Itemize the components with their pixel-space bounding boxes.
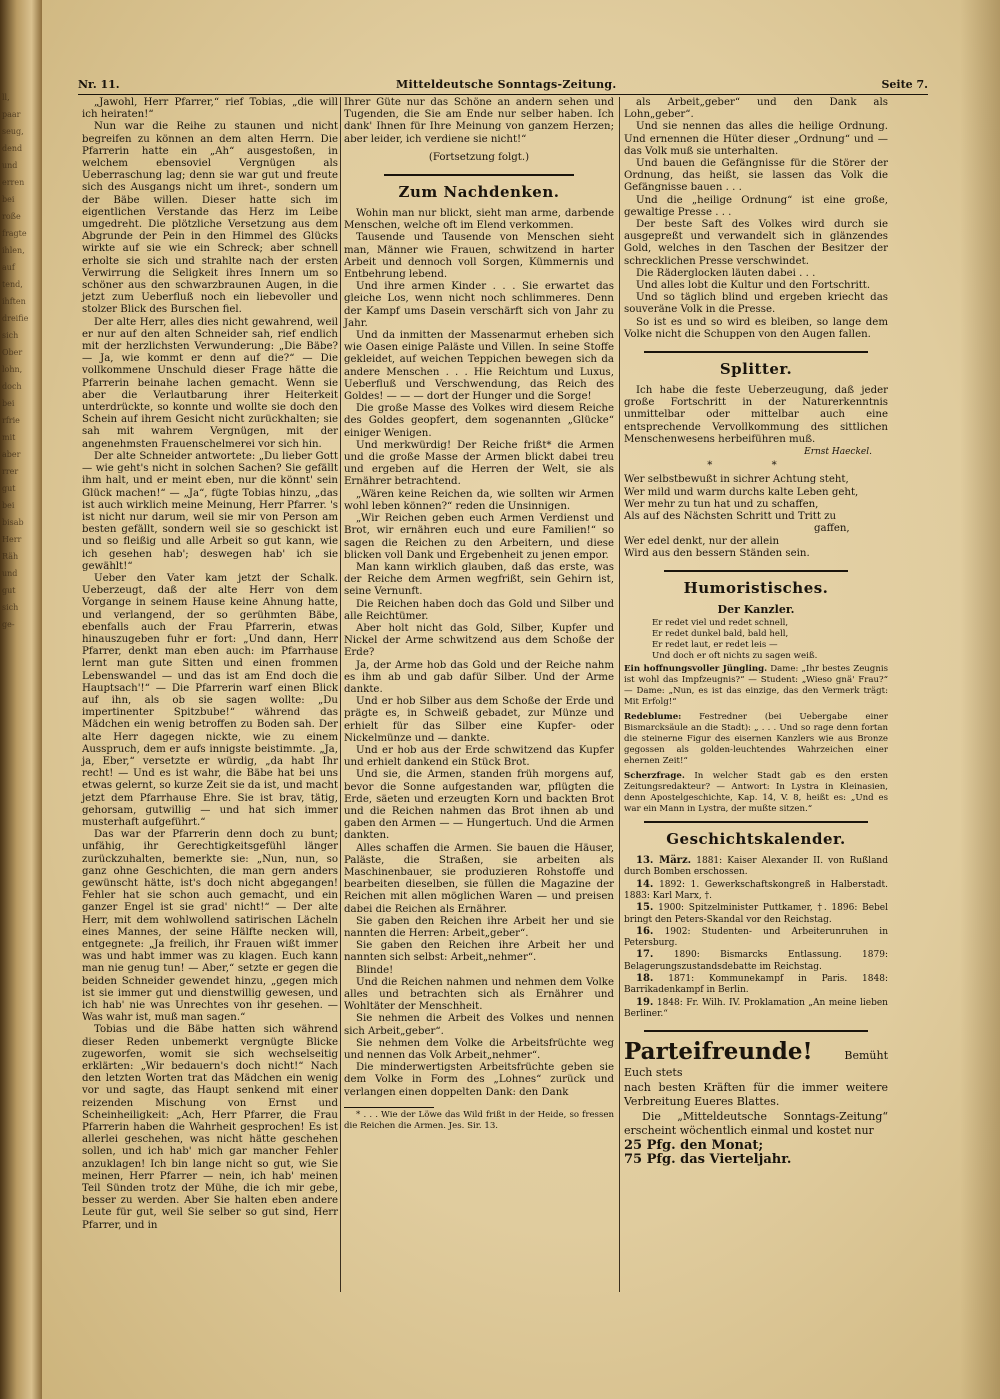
poem-line: Wer selbstbewußt in sichrer Achtung steht, <box>624 474 849 486</box>
paragraph: Und so täglich blind und ergeben kriecht das souveräne Volk in die Presse. <box>624 292 888 316</box>
paragraph: „Wir Reichen geben euch Armen Verdienst und Brot, wir ernähren euch und eure Familien!“ so sagen die Reichen zu den Arbeitern, und diese blicken voll Dank und Ergebenheit zu jenen empor. <box>344 513 614 561</box>
column-divider <box>619 97 620 1292</box>
calendar-text: 1892: 1. Gewerkschaftskongreß in Halberstadt. 1883: Karl Marx, †. <box>624 879 888 901</box>
paragraph: Der alte Schneider antwortete: „Du lieber Gott — wie geht's nicht in solchen Sachen? Sie gefällt ihm halt, und er meint eben, nur die könnt' sein Glück machen!“ — „Ja“, fügte Tobias hinzu, „das ist auch wirklich meine Meinung, Herr Pfarrer. 's ist nicht nur darum, weil sie mir von Person am besten gefällt, sondern weil sie so geschickt ist und so fleißig und alle Arbeit so gut kann, wie ich gesehen hab'; deswegen hab' ich sie gewählt!“ <box>82 450 338 572</box>
juengling-title: Ein hoffnungsvoller Jüngling. <box>624 664 768 675</box>
binding-edge-fragment: gut <box>2 586 16 595</box>
paragraph: Und sie nennen das alles die heilige Ordnung. Und ernennen die Hüter dieser „Ordnung“ und — das Volk muß sie unterhalten. <box>624 121 888 157</box>
paragraph: Sie nehmen dem Volke die Arbeitsfrüchte weg und nennen das Volk Arbeit„nehmer“. <box>344 1037 614 1062</box>
calendar-text: 1900: Spitzelminister Puttkamer, †. 1896: Bebel bringt den Peters-Skandal vor den Reichstag. <box>624 903 888 925</box>
newspaper-page <box>42 0 1000 1399</box>
paragraph: Die Reichen haben doch das Gold und Silber und alle Reichtümer. <box>344 598 614 622</box>
book-binding-edge <box>0 0 42 1399</box>
calendar-heading: Geschichtskalender. <box>666 830 846 849</box>
continued-note: (Fortsetzung folgt.) <box>428 151 530 163</box>
paragraph: Die Räderglocken läuten dabei . . . <box>636 267 816 279</box>
article-body <box>344 208 614 1099</box>
calendar-text: 1902: Studenten- und Arbeiterunruhen in Petersburg. <box>624 926 888 949</box>
poem-line: gaffen, <box>814 523 850 535</box>
binding-edge-fragment: bei <box>2 399 15 408</box>
binding-edge-fragment: mit <box>2 433 16 442</box>
calendar-entry <box>624 949 888 973</box>
paragraph: Und da inmitten der Massenarmut erheben sich wie Oasen einige Paläste und Villen. In seine Stoffe gekleidet, auf weichen Teppichen bewegen sich da andere Menschen . . . Hie Reichtum und Luxus, Ueberfluß und Verschwendung, das Reich des Goldes! — — — dort der Hunger und die Sorge! <box>344 330 614 403</box>
binding-edge-fragment: gut <box>2 484 16 493</box>
paragraph: Das war der Pfarrerin denn doch zu bunt; unfähig, ihr Gerechtigkeitsgefühl länger zurückzuhalten, bemerkte sie: „Nun, nun, so ganz ohne Geschichten, die man gern anders gewünscht hätte, ist's doch nicht abgegangen! Fehler hat sie schon auch gemacht, und ein ganzer Engel ist sie grad' nicht!“ — Der alte Herr, mit dem wohlwollend satirischen Lächeln eines Mannes, der seine Hälfte necken will, entgegnete: „Ja freilich, ihr Frauen wißt immer was und habt immer was zu klagen. Euch kann man nie genug tun! — Aber,“ setzte er gegen die beiden Schneider gewendet hinzu, „gegen mich ist sie immer gut und dienstwillig gewesen, und ich hab' nie was Unrechtes von ihr gesehen. — Was wahr ist, muß man sagen.“ <box>82 829 338 1024</box>
poem <box>624 474 888 559</box>
binding-edge-fragment: seug, <box>2 127 24 136</box>
ad-lead: Bemüht Euch stets <box>624 1049 888 1080</box>
paragraph: Und sie, die Armen, standen früh morgens auf, bevor die Sonne aufgestanden war, pflügten die Erde, säeten und erzeugten Korn und backten Brot und die Reichen nahmen das Brot ihnen ab und gaben den Armen — — Hungertuch. Und die Armen dankten. <box>344 769 614 842</box>
column-story <box>82 97 338 1232</box>
verse-line: Und doch er oft nichts zu sagen weiß. <box>652 651 818 662</box>
binding-edge-fragment: sich <box>2 603 19 612</box>
paragraph: Blinde! <box>356 964 394 976</box>
binding-edge-fragment: fragte <box>2 229 27 238</box>
calendar-entry <box>624 879 888 903</box>
binding-edge-fragment: dend <box>2 144 23 153</box>
poem-line: Als auf des Nächsten Schritt und Tritt zu <box>624 511 837 523</box>
page-number: Seite 7. <box>881 78 928 91</box>
binding-edge-fragment: Herr <box>2 535 22 544</box>
section-rule <box>644 1030 868 1032</box>
calendar-day: 14. <box>636 878 654 890</box>
ad-price-monthly: 25 Pfg. den Monat; <box>624 1137 764 1153</box>
paragraph: „Wären keine Reichen da, wie sollten wir Armen wohl leben können?“ reden die Unsinnigen. <box>344 488 614 512</box>
calendar-text: 1848: Fr. Wilh. IV. Proklamation „An meine lieben Berliner.“ <box>624 997 888 1019</box>
section-rule <box>644 351 868 353</box>
binding-edge-fragment: rrer <box>2 467 19 476</box>
header-rule <box>78 94 928 95</box>
calendar-entry <box>624 926 888 950</box>
splitter-heading: Splitter. <box>719 360 793 379</box>
paragraph: Man kann wirklich glauben, daß das erste, was der Reiche dem Armen wegfrißt, sein Gehirn ist, seine Vernunft. <box>344 561 614 598</box>
calendar-day: 13. März. <box>636 855 692 867</box>
binding-edge-fragment: roße <box>2 212 21 221</box>
article-body-continued <box>624 97 888 341</box>
kanzler-verse <box>624 618 888 662</box>
juengling-item <box>624 664 888 708</box>
ad-text-1: nach besten Kräften für die immer weitere Verbreitung Eueres Blattes. <box>624 1080 888 1109</box>
paragraph: Die minderwertigsten Arbeitsfrüchte geben sie dem Volke in Form des „Lohnes“ zurück und verlangen einen doppelten Dank: den Dank <box>344 1062 614 1098</box>
binding-edge-fragment: dreifie <box>2 314 29 323</box>
binding-edge-fragment: paar <box>2 110 21 119</box>
verse-line: Er redet laut, er redet leis — <box>652 640 778 651</box>
humor-heading: Humoristisches. <box>683 578 829 597</box>
poem-line: Wer mehr zu tun hat und zu schaffen, <box>624 498 819 510</box>
binding-edge-fragment: Räh <box>2 552 19 561</box>
ad-text-2: Die „Mitteldeutsche Sonntags-Zeitung“ erscheint wöchentlich einmal und kostet nur <box>624 1109 888 1138</box>
column-nachdenken <box>344 97 614 1132</box>
story-ending: Ihrer Güte nur das Schöne an andern sehen und Tugenden, die Sie am Ende nur selber haben. Ich dank' Ihnen für Ihre Meinung von ganzem Herzen; aber leider, ich verdiene sie nicht!“ <box>344 97 614 145</box>
calendar-day: 16. <box>636 925 654 937</box>
binding-edge-fragment: bei <box>2 501 15 510</box>
paragraph: als Arbeit„geber“ und den Dank als Lohn„geber“. <box>624 97 888 121</box>
calendar-entry <box>624 902 888 926</box>
calendar-day: 17. <box>636 949 654 961</box>
calendar-text: 1890: Bismarcks Entlassung. 1879: Belagerungszustandsdebatte im Reichstag. <box>624 950 888 972</box>
paragraph: Ja, der Arme hob das Gold und der Reiche nahm es ihm ab und gab dafür Silber. Und der Arme dankte. <box>344 659 614 695</box>
binding-edge-fragment: und <box>2 569 18 578</box>
scherz-item <box>624 771 888 815</box>
binding-edge-fragment: ihften <box>2 297 26 306</box>
paragraph: Sie nehmen die Arbeit des Volkes und nennen sich Arbeit„geber“. <box>344 1013 614 1037</box>
paragraph: „Jawohl, Herr Pfarrer,“ rief Tobias, „die will ich heiraten!“ <box>82 97 338 121</box>
binding-edge-fragment: tend, <box>2 280 23 289</box>
paragraph: Ueber den Vater kam jetzt der Schalk. Ueberzeugt, daß der alte Herr von dem Vorgange in seinem Hause keine Ahnung hatte, und verlangend, der so gerühmten Bäbe, ebenfalls auch der Frau Pfarrerin, etwas hinauszugeben fuhr er fort: „Und dann, Herr Pfarrer, denkt man eben auch: im Pfarrhause lernt man gute Sitten und einen frommen Lebenswandel — und das ist am End doch die Hauptsach'!“ — Die Pfarrerin warf einen Blick auf ihn, als ob sie sagen wollte: „Du impertinenter Spitzbube!“ während das Mädchen ein wenig betroffen zu Boden sah. Der alte Herr dagegen nickte, wie zu einem Ausspruch, dem er aufs innigste beistimmte. „Ja, ja, Eber,“ versetzte er würdig, „da habt Ihr recht! — Und es ist wahr, die Bäbe hat bei uns etwas gelernt, so kurze Zeit sie da ist, und macht jetzt dem Pfarrhause Ehre. Sie ist brav, tätig, gehorsam, gutwillig — und hat sich immer musterhaft aufgeführt.“ <box>82 572 338 828</box>
paragraph: Tobias und die Bäbe hatten sich während dieser Reden unbemerkt vergnügte Blicke zugeworfen, womit sie sich wechselseitig erklärten: „Wir bedauern's doch nicht!“ Nach den letzten Worten trat das Mädchen ein wenig vor und sagte, das Haupt senkend mit einer reizenden Mischung von Ernst und Scheinheiligkeit: „Ach, Herr Pfarrer, die Frau Pfarrerin haben die Wahrheit gesprochen! Es ist allerlei geschehen, was nicht hätte geschehen sollen, und ich hab' mich gar mancher Fehler anzuklagen! Ich bin lange nicht so gut, wie Sie meinen, Herr Pfarrer — nein, ich hab' meinen Teil Sünden trotz der Mühe, die ich mir gebe, besser zu werden. Aber Sie halten eben andere Leute für gut, weil Sie selber so gut sind, Herr Pfarrer, und in <box>82 1024 338 1231</box>
redeblume-item <box>624 712 888 767</box>
verse-line: Er redet viel und redet schnell, <box>652 618 789 629</box>
paragraph: Die große Masse des Volkes wird diesem Reiche des Goldes geopfert, dem sogenannten „Glücke“ einiger Wenigen. <box>344 403 614 439</box>
newspaper-title: Mitteldeutsche Sonntags-Zeitung. <box>396 78 617 91</box>
binding-edge-fragment: Ober <box>2 348 23 357</box>
calendar-day: 19. <box>636 996 654 1008</box>
paragraph: Nun war die Reihe zu staunen und nicht begreifen zu können an dem alten Herrn. Die Pfarrerin hatte ein „Ah“ ausgestoßen, in welchem ebensoviel Vergnügen als Ueberraschung lag; denn sie war gut und freute sich des Ausgangs nicht um ihret-, sondern um der Bäbe willen. Dieser hatte sich im eigentlichen Verstande das Herz im Leibe umgedreht. Die plötzliche Versetzung aus dem Abgrunde der Pein in den Himmel des Glücks wirkte auf sie wie ein Schreck; aber schnell erholte sie sich und strahlte nach der ersten Verwirrung die Seligkeit ihres Innern um so schöner aus den schwarzbraunen Augen, in die jetzt zum Ueberfluß noch ein liebevoller und stolzer Blick des Burschen fiel. <box>82 121 338 316</box>
column-miscellany <box>624 97 888 1168</box>
binding-edge-fragment: auf <box>2 263 15 272</box>
paragraph: Aber holt nicht das Gold, Silber, Kupfer und Nickel der Arme schwitzend aus dem Schoße der Erde? <box>344 622 614 659</box>
scherz-text: In welcher Stadt gab es den ersten Zeitungsredakteur? — Antwort: In Lystra in Kleinasien, denn Apostelgeschichte, Kap. 14, V. 8, heißt es: „Und es war ein Mann in Lystra, der mußte sitzen.“ <box>624 771 888 815</box>
binding-edge-fragment: aber <box>2 450 21 459</box>
calendar-entry <box>624 973 888 997</box>
paragraph: Sie gaben den Reichen ihre Arbeit her und sie nannten die Herren: Arbeit„geber“. <box>344 915 614 939</box>
binding-edge-fragment: ge- <box>2 620 15 629</box>
calendar-day: 15. <box>636 902 654 914</box>
calendar-day: 18. <box>636 973 654 985</box>
paragraph: Der beste Saft des Volkes wird durch sie ausgepreßt und verwandelt sich in glänzendes Gold, welches in den Taschen der Besitzer der schrecklichen Presse verschwindet. <box>624 219 888 267</box>
calendar-entry <box>624 997 888 1021</box>
paragraph: Der alte Herr, alles dies nicht gewahrend, weil er nur auf den alten Schneider sah, rief endlich mit der herzlichsten Verwunderung: „Die Bäbe? — Ja, wie kommt er denn auf die?“ — Die vollkommene Unschuld dieser Frage hätte die Pfarrerin beinahe lachen gemacht. Wenn sie aber die Verlautbarung ihrer Heiterkeit unterdrückte, so konnte und wollte sie doch den Schein auf ihrem Gesicht nicht zurückhalten; sie sah mit wahrem Vergnügen, mit der angenehmsten Frauenschelmerei vor sich hin. <box>82 316 338 450</box>
redeblume-text: Festredner (bei Uebergabe einer Bismarcksäule an die Stadt): „ . . . Und so rage denn fortan die steinerne Figur des eisernen Kanzlers wie aus Bronze gegossen als golden-leuchtendes Wahrzeichen einer ehernen Zeit!“ <box>624 712 888 767</box>
footnote: * . . . Wie der Löwe das Wild frißt in der Heide, so fressen die Reichen die Armen. Jes. Sir. 13. <box>344 1109 614 1131</box>
poem-line: Wer mild und warm durchs kalte Leben geht, <box>624 486 859 498</box>
paragraph: Und er hob aus der Erde schwitzend das Kupfer und erhielt dankend ein Stück Brot. <box>344 744 614 769</box>
binding-edge-fragment: doch <box>2 382 22 391</box>
scherz-title: Scherzfrage. <box>624 771 685 782</box>
column-divider <box>340 97 341 1292</box>
paragraph: Und die „heilige Ordnung“ ist eine große, gewaltige Presse . . . <box>624 194 888 218</box>
issue-number: Nr. 11. <box>78 78 120 91</box>
subscription-ad <box>624 1038 888 1168</box>
history-calendar <box>624 855 888 1020</box>
binding-edge-fragment: bisab <box>2 518 24 527</box>
paragraph: Und ihre armen Kinder . . . Sie erwartet das gleiche Los, wenn nicht noch schlimmeres. Denn der Kampf ums Dasein verschärft sich von Jahr zu Jahr. <box>344 281 614 329</box>
calendar-text: 1871: Kommunekampf in Paris. 1848: Barrikadenkampf in Berlin. <box>624 974 888 996</box>
paragraph: Und merkwürdig! Der Reiche frißt* die Armen und die große Masse der Armen blickt dabei treu und ergeben auf die Herren der Welt, sie als Ernährer betrachtend. <box>344 439 614 488</box>
binding-edge-fragment: lohn, <box>2 365 23 374</box>
binding-edge-fragment: ihlen, <box>2 246 25 255</box>
page-header <box>78 76 928 96</box>
paragraph: Und alles lobt die Kultur und den Fortschritt. <box>636 280 871 292</box>
binding-edge-fragment: rfrie <box>2 416 20 425</box>
paragraph: Alles schaffen die Armen. Sie bauen die Häuser, Paläste, die Straßen, sie arbeiten als Maschinenbauer, sie produzieren Rohstoffe und bearbeiten dieselben, sie füllen die Magazine der Reichen mit allen möglichen Waren — und preisen dabei die Reichen als Ernährer. <box>344 842 614 915</box>
binding-edge-fragment: sich <box>2 331 19 340</box>
paragraph: Sie gaben den Reichen ihre Arbeit her und nannten sich selbst: Arbeit„nehmer“. <box>344 940 614 964</box>
verse-line: Er redet dunkel bald, bald hell, <box>652 629 789 640</box>
ad-title: Parteifreunde! <box>624 1038 813 1066</box>
binding-edge-fragment: bei <box>2 195 15 204</box>
paragraph: Und die Reichen nahmen und nehmen dem Volke alles und betrachten sich als Ernährer und Wohltäter der Menschheit. <box>344 976 614 1013</box>
separator-stars: * * <box>707 460 805 472</box>
paragraph: Und er hob Silber aus dem Schoße der Erde und prägte es, in Schweiß gebadet, zur Münze und erhielt für das Silber eine Kupfer- oder Nickelmünze und — dankte. <box>344 696 614 744</box>
poem-line: Wer edel denkt, nur der allein <box>624 535 780 547</box>
section-rule <box>384 174 574 176</box>
paragraph: Und bauen die Gefängnisse für die Störer der Ordnung, das heißt, sie lassen das Volk die Gefängnisse bauen . . . <box>624 158 888 194</box>
splitter-quote: Ich habe die feste Ueberzeugung, daß jeder große Fortschritt in der Naturerkenntnis unmittelbar oder mittelbar auch eine entsprechende Vervollkommung des sittlichen Menschenwesens herbeiführen muß. <box>624 385 888 445</box>
binding-edge-fragment: erren <box>2 178 25 187</box>
splitter-author: Ernst Haeckel. <box>804 447 872 458</box>
poem-line: Wird aus den bessern Ständen sein. <box>624 547 810 559</box>
footnote-rule <box>344 1107 434 1108</box>
article-heading: Zum Nachdenken. <box>398 183 560 202</box>
calendar-text: 1881: Kaiser Alexander II. von Rußland durch Bomben erschossen. <box>624 856 888 878</box>
section-rule <box>644 821 868 823</box>
paragraph: Tausende und Tausende von Menschen sieht man, Männer wie Frauen, schwitzend in harter Arbeit und dennoch voll Sorgen, Kümmernis und Entbehrung lebend. <box>344 232 614 281</box>
ad-price-quarterly: 75 Pfg. das Vierteljahr. <box>624 1152 792 1168</box>
paragraph: So ist es und so wird es bleiben, so lange dem Volke nicht die Schuppen von den Augen fallen. <box>624 316 888 340</box>
redeblume-title: Redeblume: <box>624 712 682 723</box>
paragraph: Wohin man nur blickt, sieht man arme, darbende Menschen, welche oft im Elend verkommen. <box>344 208 614 232</box>
binding-edge-fragment: und <box>2 161 18 170</box>
juengling-text: Dame: „Ihr bestes Zeugnis ist wohl das Impfzeugnis?“ — Student: „Wieso gnä' Frau?“ — Dame: „Nun, es ist das einzige, das den Vermerk trägt: Mit Erfolg!“ <box>624 664 889 708</box>
calendar-entry <box>624 855 888 879</box>
kanzler-title: Der Kanzler. <box>717 602 795 616</box>
binding-edge-fragment: ll, <box>2 93 10 102</box>
section-rule <box>664 570 848 572</box>
